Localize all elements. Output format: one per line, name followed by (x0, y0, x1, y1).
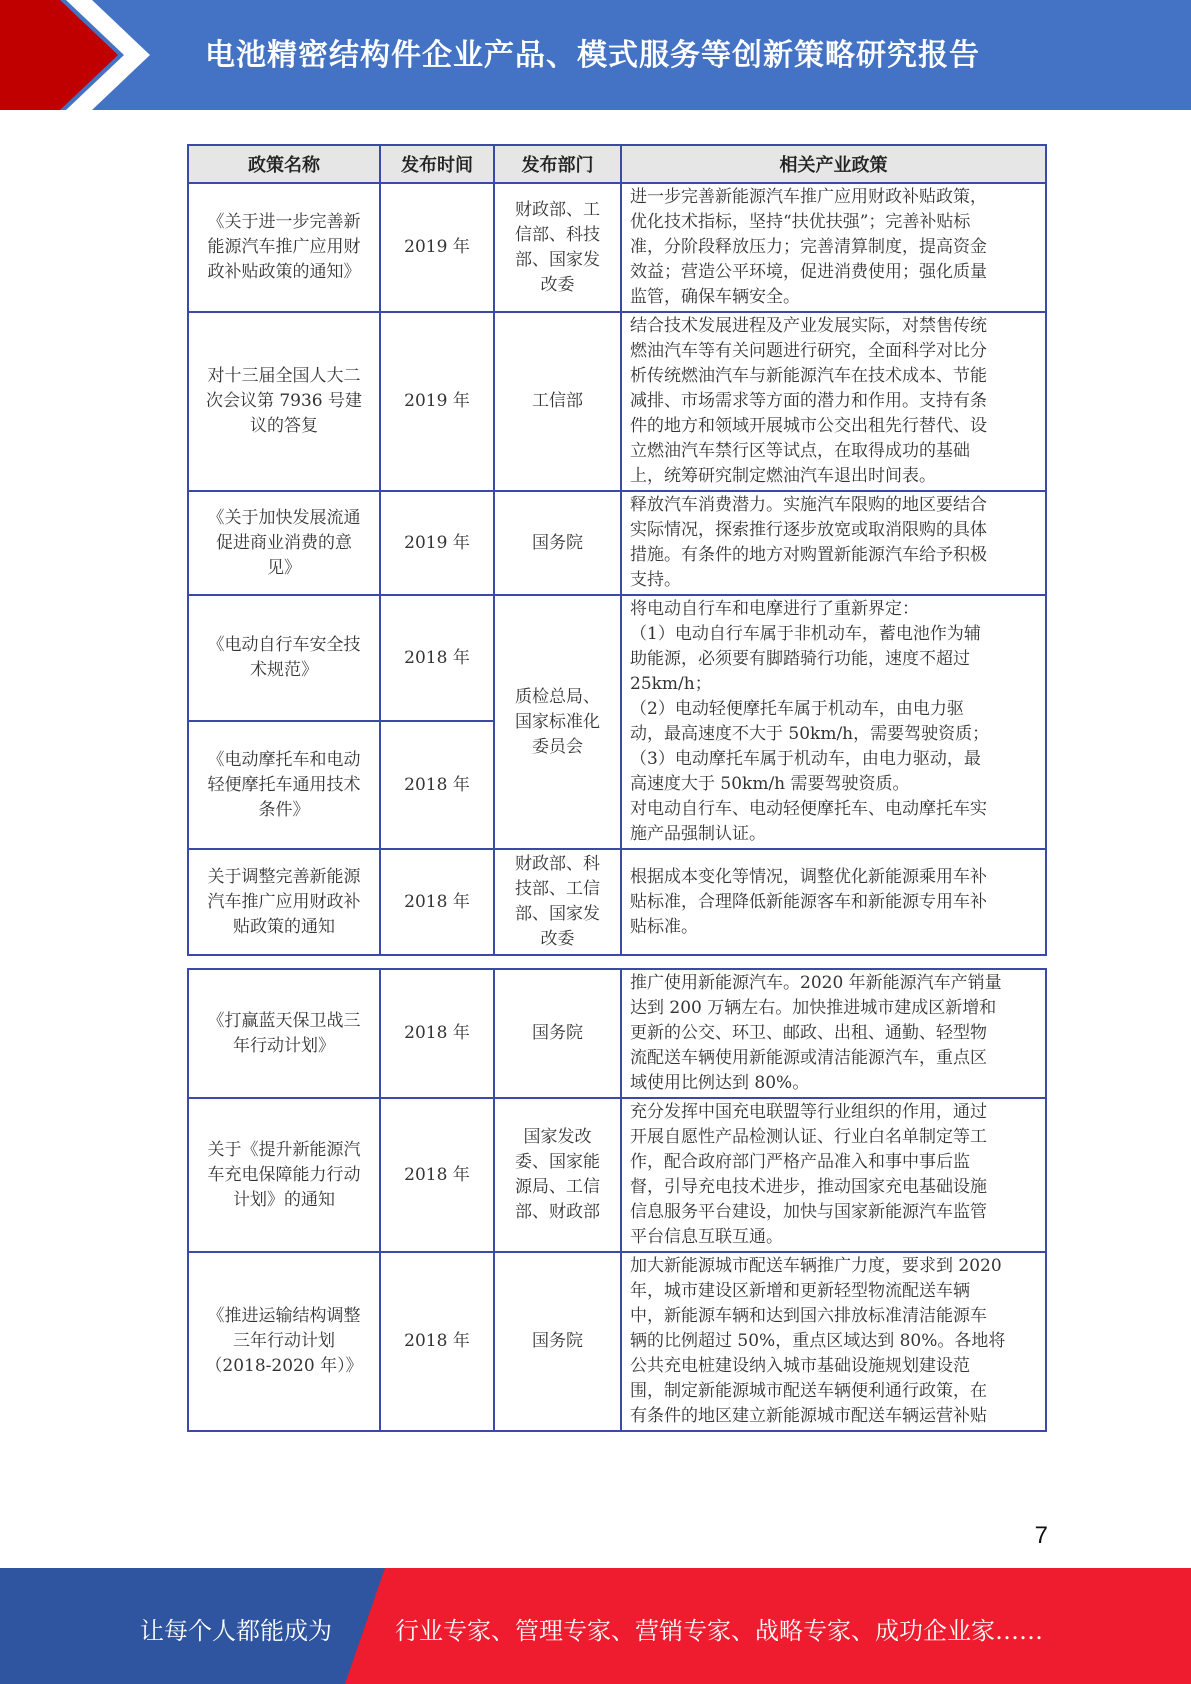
policy-description-cell: 将电动自行车和电摩进行了重新界定： （1）电动自行车属于非机动车，蓄电池作为辅 助能源，必须要有脚踏骑行功能，速度不超过 25km/h； （2）电动轻便摩托车属于机动车，由电力驱 动，最高速度不大于 50km/h，需要驾驶资质； （3）电动摩托车属于机动车，由电力驱动，最 高速度大于 50km/h 需要驾驶资质。 对电动自行车、电动轻便摩托车、电动摩托车实 施产品强制认证。 (621, 595, 1046, 849)
policy-name-cell: 《电动自行车安全技 术规范》 (188, 595, 380, 721)
table-row (188, 491, 1046, 595)
release-year-cell: 2018 年 (380, 849, 494, 955)
column-header-department: 发布部门 (494, 145, 621, 183)
policy-description-cell: 充分发挥中国充电联盟等行业组织的作用，通过 开展自愿性产品检测认证、行业白名单制定等工 作，配合政府部门严格产品准入和事中事后监 督，引导充电技术进步，推动国家充电基础设施 信息服务平台建设，加快与国家新能源汽车监管 平台信息互联互通。 (621, 1098, 1046, 1252)
footer-slogan-right: 行业专家、管理专家、营销专家、战略专家、成功企业家…… (395, 1617, 1043, 1645)
department-cell: 国务院 (494, 969, 621, 1098)
table-row (188, 1098, 1046, 1252)
department-cell: 质检总局、 国家标准化 委员会 (494, 595, 621, 849)
page-number: 7 (1034, 1522, 1048, 1549)
release-year-cell: 2018 年 (380, 721, 494, 849)
policy-description-cell: 释放汽车消费潜力。实施汽车限购的地区要结合 实际情况，探索推行逐步放宽或取消限购的具体 措施。有条件的地方对购置新能源汽车给予积极 支持。 (621, 491, 1046, 595)
release-year-cell: 2018 年 (380, 595, 494, 721)
policy-description-cell: 结合技术发展进程及产业发展实际，对禁售传统 燃油汽车等有关问题进行研究，全面科学对比分 析传统燃油汽车与新能源汽车在技术成本、节能 减排、市场需求等方面的潜力和作用。支持有条 件的地方和领域开展城市公交出租先行替代、设 立燃油汽车禁行区等试点，在取得成功的基础 上，统筹研究制定燃油汽车退出时间表。 (621, 312, 1046, 491)
policy-description-cell: 加大新能源城市配送车辆推广力度，要求到 2020 年，城市建设区新增和更新轻型物流配送车辆 中，新能源车辆和达到国六排放标准清洁能源车 辆的比例超过 50%，重点区域达到 80%。各地将 公共充电桩建设纳入城市基础设施规划建设范 围，制定新能源城市配送车辆便利通行政策，在 有条件的地区建立新能源城市配送车辆运营补贴 (621, 1252, 1046, 1431)
policy-name-cell: 《电动摩托车和电动 轻便摩托车通用技术 条件》 (188, 721, 380, 849)
table-header-row (188, 145, 1046, 183)
table-row (188, 849, 1046, 955)
table-row (188, 969, 1046, 1098)
footer-slogan-left: 让每个人都能成为 (140, 1617, 332, 1645)
department-cell: 国家发改 委、国家能 源局、工信 部、财政部 (494, 1098, 621, 1252)
page-footer (0, 1568, 1191, 1684)
column-header-policy-name: 政策名称 (188, 145, 380, 183)
release-year-cell: 2019 年 (380, 183, 494, 312)
release-year-cell: 2019 年 (380, 312, 494, 491)
policy-name-cell: 对十三届全国人大二 次会议第 7936 号建 议的答复 (188, 312, 380, 491)
release-year-cell: 2018 年 (380, 969, 494, 1098)
page-header (0, 0, 1191, 110)
table-row (188, 183, 1046, 312)
policy-name-cell: 关于《提升新能源汽 车充电保障能力行动 计划》的通知 (188, 1098, 380, 1252)
department-cell: 财政部、科 技部、工信 部、国家发 改委 (494, 849, 621, 955)
release-year-cell: 2018 年 (380, 1098, 494, 1252)
policy-name-cell: 《关于进一步完善新 能源汽车推广应用财 政补贴政策的通知》 (188, 183, 380, 312)
column-header-related-policy: 相关产业政策 (621, 145, 1046, 183)
table-row (188, 595, 1046, 721)
column-header-release-date: 发布时间 (380, 145, 494, 183)
table-row (188, 312, 1046, 491)
policy-name-cell: 《打赢蓝天保卫战三 年行动计划》 (188, 969, 380, 1098)
release-year-cell: 2018 年 (380, 1252, 494, 1431)
department-cell: 工信部 (494, 312, 621, 491)
report-title: 电池精密结构件企业产品、模式服务等创新策略研究报告 (205, 38, 980, 73)
department-cell: 国务院 (494, 491, 621, 595)
policy-name-cell: 《关于加快发展流通 促进商业消费的意 见》 (188, 491, 380, 595)
department-cell: 财政部、工 信部、科技 部、国家发 改委 (494, 183, 621, 312)
release-year-cell: 2019 年 (380, 491, 494, 595)
department-cell: 国务院 (494, 1252, 621, 1431)
policy-name-cell: 关于调整完善新能源 汽车推广应用财政补 贴政策的通知 (188, 849, 380, 955)
policy-name-cell: 《推进运输结构调整 三年行动计划 （2018-2020 年）》 (188, 1252, 380, 1431)
policy-table-continued (187, 968, 1047, 1432)
policy-table (187, 144, 1047, 956)
table-row (188, 1252, 1046, 1431)
policy-description-cell: 根据成本变化等情况，调整优化新能源乘用车补 贴标准，合理降低新能源客车和新能源专用车补 贴标准。 (621, 849, 1046, 955)
header-chevron-decoration (0, 0, 160, 110)
policy-description-cell: 进一步完善新能源汽车推广应用财政补贴政策， 优化技术指标，坚持“扶优扶强”；完善补贴标 准，分阶段释放压力；完善清算制度，提高资金 效益；营造公平环境，促进消费使用；强化质量 监管，确保车辆安全。 (621, 183, 1046, 312)
policy-description-cell: 推广使用新能源汽车。2020 年新能源汽车产销量 达到 200 万辆左右。加快推进城市建成区新增和 更新的公交、环卫、邮政、出租、通勤、轻型物 流配送车辆使用新能源或清洁能源汽车，重点区 域使用比例达到 80%。 (621, 969, 1046, 1098)
